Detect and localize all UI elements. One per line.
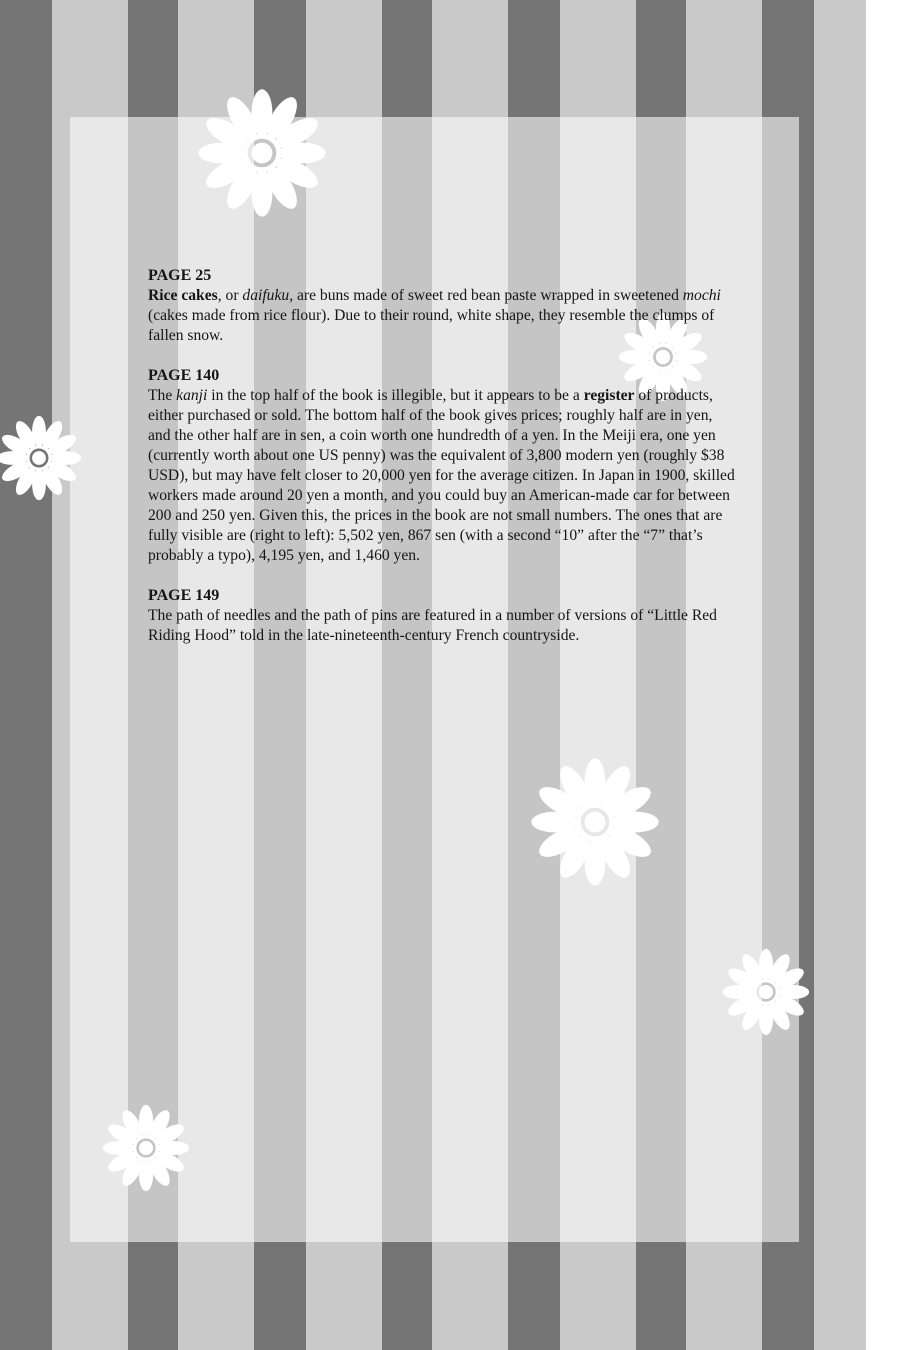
flower-icon bbox=[197, 88, 327, 218]
note-page-25 bbox=[148, 266, 738, 346]
note-text-run: The path of needles and the path of pins are featured in a number of versions of “Little Red Riding Hood” told in the late-nineteenth-century French countryside. bbox=[148, 607, 717, 644]
flower-icon bbox=[0, 415, 82, 501]
note-text-run: The bbox=[148, 387, 177, 404]
flower-icon bbox=[102, 1104, 190, 1192]
flower-icon bbox=[722, 948, 810, 1036]
note-heading: PAGE 25 bbox=[148, 267, 212, 284]
note-body bbox=[148, 386, 738, 566]
flower-icon bbox=[530, 757, 660, 887]
note-text-run: kanji bbox=[176, 387, 208, 404]
translation-notes bbox=[148, 266, 738, 666]
page-margin bbox=[866, 0, 900, 1350]
note-text-run: , or bbox=[217, 287, 243, 304]
note-text-run: , are buns made of sweet red bean paste wrapped in sweetened bbox=[289, 287, 683, 304]
note-text-run: register bbox=[583, 387, 635, 404]
note-page-149 bbox=[148, 586, 738, 646]
note-heading: PAGE 140 bbox=[148, 367, 220, 384]
note-text-run: (cakes made from rice flour). Due to their round, white shape, they resemble the clumps of fallen snow. bbox=[148, 307, 715, 344]
note-body bbox=[148, 286, 738, 346]
note-text-run: Rice cakes bbox=[148, 287, 218, 304]
note-text-run: daifuku bbox=[242, 287, 290, 304]
note-heading: PAGE 149 bbox=[148, 587, 220, 604]
note-text-run: mochi bbox=[682, 287, 721, 304]
note-body bbox=[148, 606, 738, 646]
note-page-140 bbox=[148, 366, 738, 566]
note-text-run: of products, either purchased or sold. The bottom half of the book gives prices; roughly half are in yen, and the other half are in sen, a coin worth one hundredth of a yen. In the Meiji era, one yen (currently worth about one US penny) was the equivalent of 3,800 modern yen (roughly $38 USD), but may have felt closer to 20,000 yen for the average citizen. In Japan in 1900, skilled workers made around 20 yen a month, and you could buy an American-made car for between 200 and 250 yen. Given this, the prices in the book are not small numbers. The ones that are fully visible are (right to left): 5,502 yen, 867 sen (with a second “10” after the “7” that’s probably a typo), 4,195 yen, and 1,460 yen. bbox=[148, 387, 735, 564]
note-text-run: in the top half of the book is illegible, but it appears to be a bbox=[207, 387, 584, 404]
